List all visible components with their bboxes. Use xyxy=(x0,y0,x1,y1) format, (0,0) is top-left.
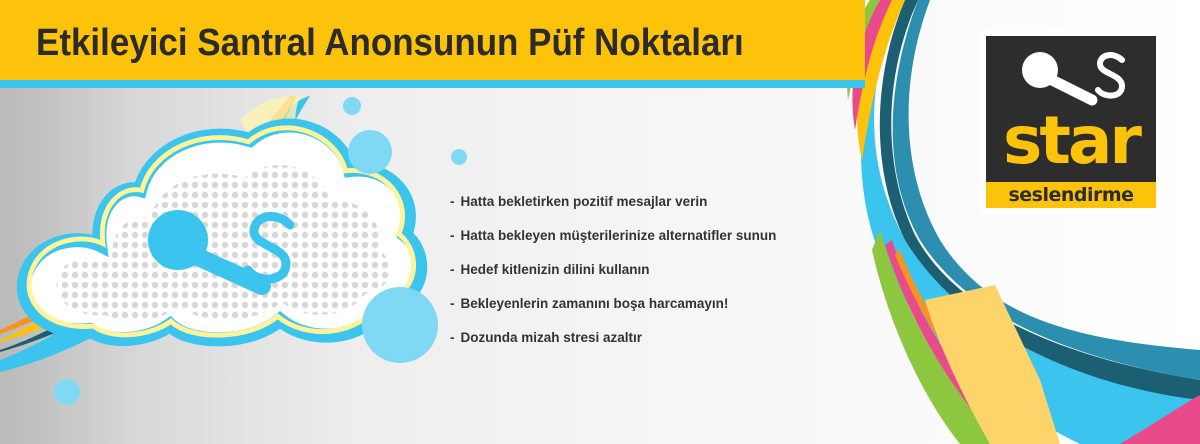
tip-text: Dozunda mizah stresi azaltır xyxy=(460,330,643,345)
logo-panel xyxy=(986,36,1156,208)
page-title: Etkileyici Santral Anonsunun Püf Noktaları xyxy=(36,22,744,64)
list-item xyxy=(450,190,776,224)
tips-list xyxy=(450,190,776,360)
list-item xyxy=(450,292,776,326)
brand-logo xyxy=(980,30,1162,214)
list-item xyxy=(450,326,776,360)
tip-text: Hatta bekleyen müşterilerinize alternatifler sunun xyxy=(460,228,777,243)
logo-microphone-icon xyxy=(1006,46,1136,110)
list-bullet: - xyxy=(450,296,455,311)
list-bullet: - xyxy=(450,194,455,209)
tip-text: Bekleyenlerin zamanını boşa harcamayın! xyxy=(460,296,729,311)
tip-text: Hatta bekletirken pozitif mesajlar verin xyxy=(460,194,708,209)
tip-text: Hedef kitlenizin dilini kullanın xyxy=(460,262,650,277)
logo-brand-text: star xyxy=(1003,102,1139,179)
logo-subtitle: seslendirme xyxy=(986,182,1156,208)
list-bullet: - xyxy=(450,330,455,345)
title-bar xyxy=(0,0,865,88)
list-item xyxy=(450,258,776,292)
list-bullet: - xyxy=(450,262,455,277)
list-item xyxy=(450,224,776,258)
list-bullet: - xyxy=(450,228,455,243)
